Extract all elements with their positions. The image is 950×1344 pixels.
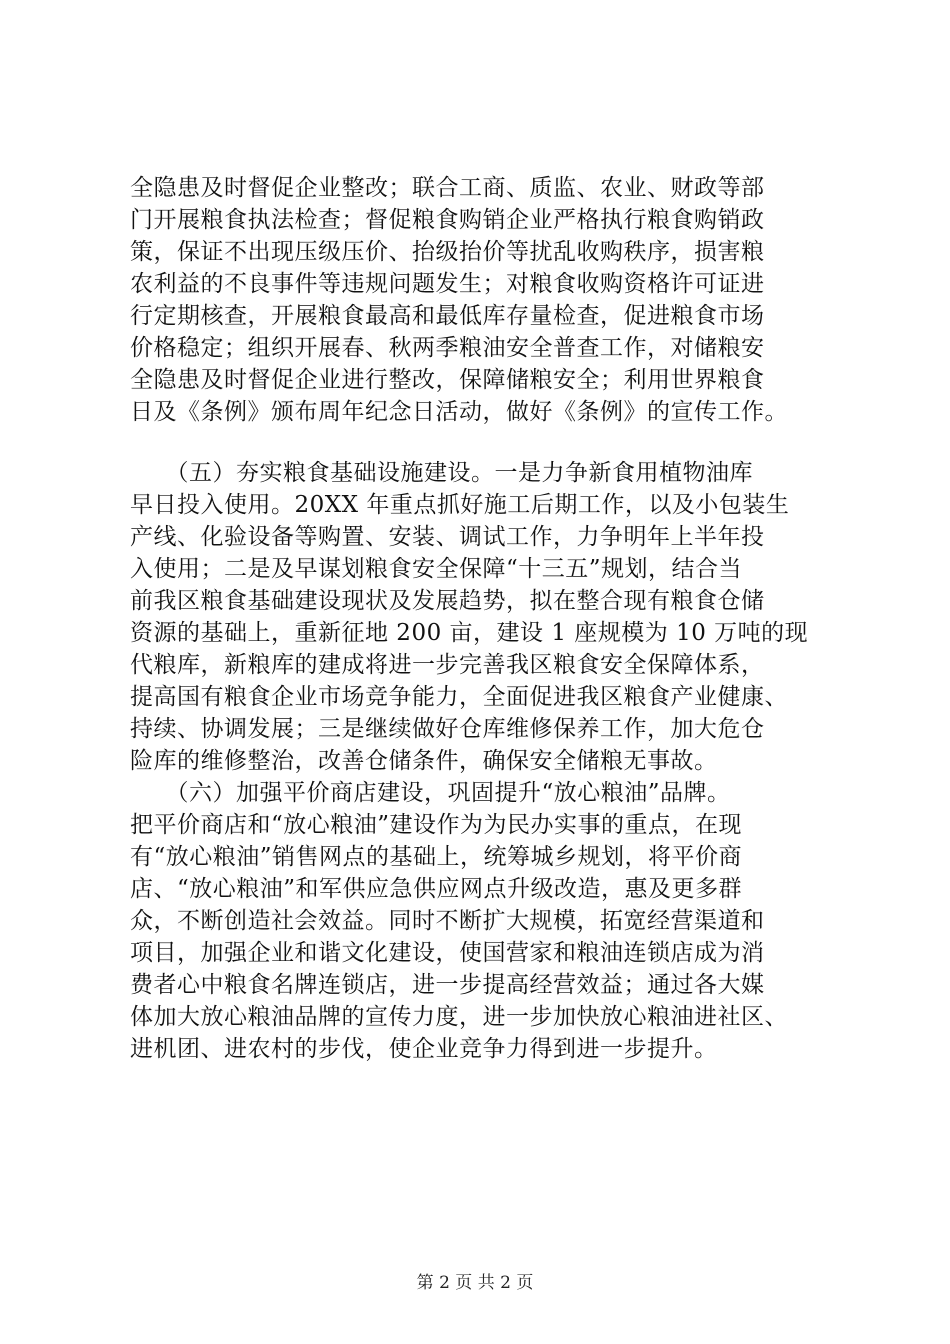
text-line: 前我区粮食基础建设现状及发展趋势，拟在整合现有粮食仓储 (130, 588, 765, 614)
text-line: 日及《条例》颁布周年纪念日活动，做好《条例》的宣传工作。 (130, 399, 788, 425)
text-line: 全隐患及时督促企业整改；联合工商、质监、农业、财政等部 (130, 175, 765, 201)
text-line: 险库的维修整治，改善仓储条件，确保安全储粮无事故。 (130, 748, 718, 774)
text-line: 农利益的不良事件等违规问题发生；对粮食收购资格许可证进 (130, 271, 765, 297)
text-line: 体加大放心粮油品牌的宣传力度，进一步加快放心粮油进社区、 (130, 1004, 788, 1030)
paragraph-section-five (130, 457, 850, 777)
text-line: 有“放心粮油”销售网点的基础上，统筹城乡规划，将平价商 (130, 844, 743, 870)
text-line: 全隐患及时督促企业进行整改，保障储粮安全；利用世界粮食 (130, 367, 765, 393)
paragraph-section-six (130, 777, 850, 1065)
text-line: 策，保证不出现压级压价、抬级抬价等扰乱收购秩序，损害粮 (130, 239, 765, 265)
text-line: 代粮库，新粮库的建成将进一步完善我区粮食安全保障体系， (130, 652, 765, 678)
text-line: 入使用；二是及早谋划粮食安全保障“十三五”规划，结合当 (130, 556, 743, 582)
text-line: 持续、协调发展；三是继续做好仓库维修保养工作，加大危仓 (130, 716, 765, 742)
document-body (130, 172, 850, 1065)
paragraph-enforcement (130, 172, 850, 428)
paragraph-gap (130, 428, 850, 457)
page-number-footer: 第 2 页 共 2 页 (416, 1273, 534, 1293)
text-line: 众，不断创造社会效益。同时不断扩大规模，拓宽经营渠道和 (130, 908, 765, 934)
text-line: （六）加强平价商店建设，巩固提升“放心粮油”品牌。 (130, 780, 731, 806)
text-line: 行定期核查，开展粮食最高和最低库存量检查，促进粮食市场 (130, 303, 765, 329)
text-line: 店、“放心粮油”和军供应急供应网点升级改造，惠及更多群 (130, 876, 743, 902)
text-line: 费者心中粮食名牌连锁店，进一步提高经营效益；通过各大媒 (130, 972, 765, 998)
text-line: 提高国有粮食企业市场竞争能力，全面促进我区粮食产业健康、 (130, 684, 788, 710)
text-line: 项目，加强企业和谐文化建设，使国营家和粮油连锁店成为消 (130, 940, 765, 966)
text-line: 早日投入使用。20XX 年重点抓好施工后期工作，以及小包装生 (130, 492, 790, 518)
text-line: 产线、化验设备等购置、安装、调试工作，力争明年上半年投 (130, 524, 765, 550)
text-line: 价格稳定；组织开展春、秋两季粮油安全普查工作，对储粮安 (130, 335, 765, 361)
text-line: 把平价商店和“放心粮油”建设作为为民办实事的重点，在现 (130, 812, 743, 838)
text-line: 门开展粮食执法检查；督促粮食购销企业严格执行粮食购销政 (130, 207, 765, 233)
text-line: （五）夯实粮食基础设施建设。一是力争新食用植物油库 (130, 460, 753, 486)
text-line: 进机团、进农村的步伐，使企业竞争力得到进一步提升。 (130, 1036, 718, 1062)
text-line: 资源的基础上，重新征地 200 亩，建设 1 座规模为 10 万吨的现 (130, 620, 809, 646)
